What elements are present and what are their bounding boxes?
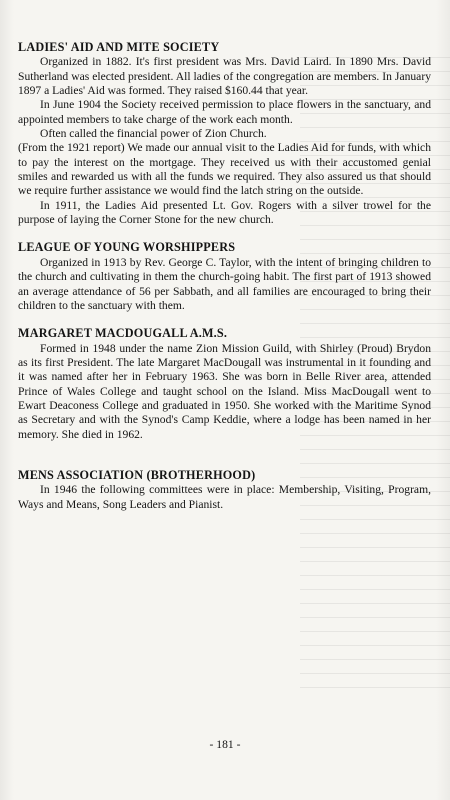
paragraph: In 1911, the Ladies Aid presented Lt. Gov. Rogers with a silver trowel for the purpose of laying the Corner Stone for the new church.: [18, 198, 431, 227]
section-young-worshippers: [18, 240, 431, 313]
paragraph: In June 1904 the Society received permission to place flowers in the sanctuary, and appointed members to take charge of the work each month.: [18, 98, 431, 126]
section-ladies-aid: [18, 40, 431, 227]
paragraph: Organized in 1882. It's first president was Mrs. David Laird. In 1890 Mrs. David Sutherland was elected president. All ladies of the congregation are members. In January 1897 a Ladies' Aid was formed. They raised $160.44 that year.: [18, 55, 431, 98]
page-body: [18, 40, 431, 512]
section-heading: LEAGUE OF YOUNG WORSHIPPERS: [18, 240, 236, 255]
paragraph: Organized in 1913 by Rev. George C. Taylor, with the intent of bringing children to the church and cultivating in them the church-going habit. The first part of 1913 showed an average attendance of 56 per Sabbath, and all families are encouraged to bring their children to the sanctuary with them.: [18, 255, 431, 312]
section-heading: LADIES' AID AND MITE SOCIETY: [18, 40, 220, 54]
section-heading: MARGARET MACDOUGALL A.M.S.: [18, 326, 228, 341]
paragraph: (From the 1921 report) We made our annual visit to the Ladies Aid for funds, with which to pay the interest on the mortgage. They received us with their accustomed genial smiles and rewarded us with all the funds we required. They also assured us that should we require further assistance we would find the latch string on the outside.: [18, 141, 431, 198]
section-heading: MENS ASSOCIATION (BROTHERHOOD): [18, 467, 256, 482]
paragraph: Formed in 1948 under the name Zion Mission Guild, with Shirley (Proud) Brydon as its first President. The late Margaret MacDougall was instrumental in it founding and it was named after her in February 1963. She was born in Belle River area, attended Prince of Wales College and taught school on the Island. Miss MacDougall went to Ewart Deaconess College and graduated in 1950. She worked with the Maritime Synod as Secretary and with the Synod's Camp Keddie, where a lodge has been named in her memory. She died in 1962.: [18, 341, 431, 441]
section-mens-association: [18, 468, 431, 512]
paragraph: In 1946 the following committees were in place: Membership, Visiting, Program, Ways and Means, Song Leaders and Pianist.: [18, 483, 431, 511]
page-number: - 181 -: [209, 738, 241, 751]
paragraph: Often called the financial power of Zion Church.: [40, 127, 267, 141]
section-margaret-macdougall: [18, 326, 431, 442]
